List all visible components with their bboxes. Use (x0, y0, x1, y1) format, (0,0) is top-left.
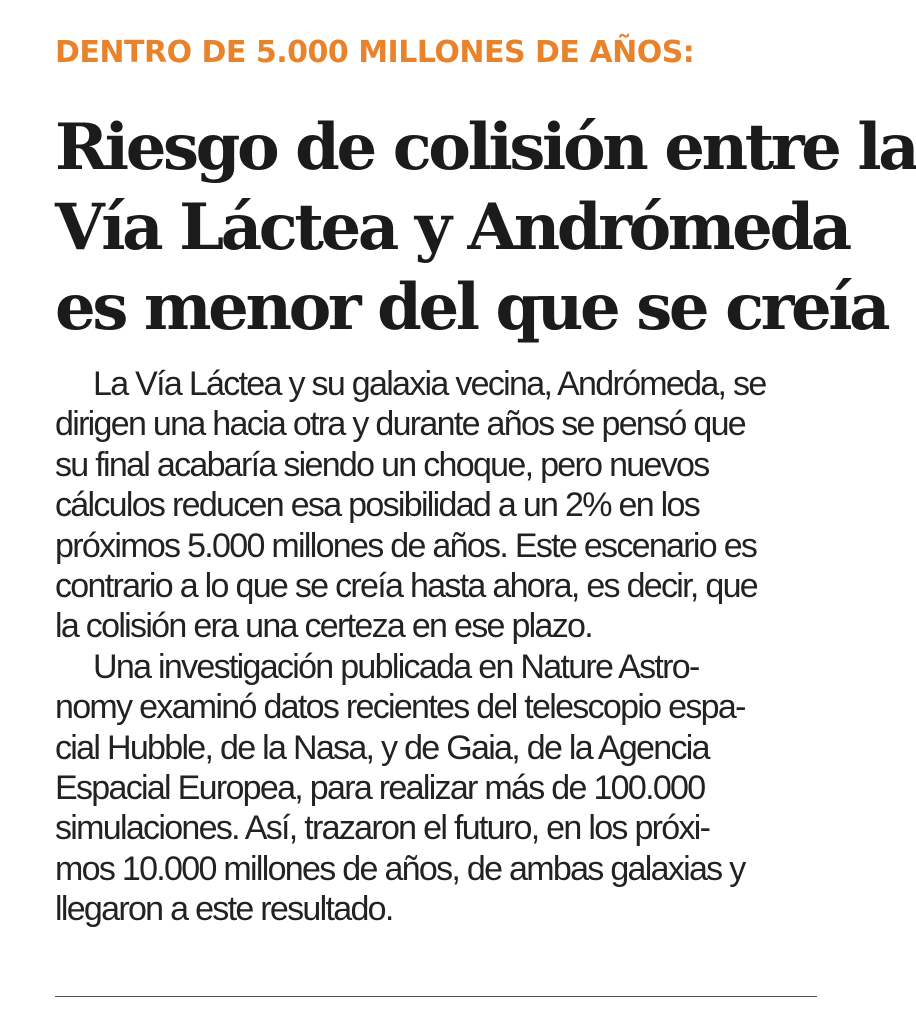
body-line: simulaciones. Así, trazaron el futuro, en los próxi- (55, 809, 710, 848)
headline-line: Riesgo de colisión entre la (55, 110, 916, 185)
body-line: La Vía Láctea y su galaxia vecina, Andrómeda, se (93, 365, 766, 403)
body-line: Una investigación publicada en Nature Astro- (93, 647, 699, 686)
body-line: Espacial Europea, para realizar más de 100.000 (55, 769, 705, 808)
body-line: cial Hubble, de la Nasa, y de Gaia, de la Agencia (55, 728, 709, 767)
headline-line: Vía Láctea y Andrómeda (55, 190, 849, 265)
bottom-divider (55, 996, 817, 997)
article-body (55, 364, 823, 930)
body-line: contrario a lo que se creía hasta ahora, es decir, que (55, 567, 758, 606)
body-line: su final acabaría siendo un choque, pero nuevos (55, 445, 709, 484)
body-line: dirigen una hacia otra y durante años se pensó que (55, 405, 745, 444)
headline-line: es menor del que se creía (55, 270, 888, 345)
body-line: próximos 5.000 millones de años. Este escenario es (55, 526, 757, 565)
body-line: mos 10.000 millones de años, de ambas galaxias y (55, 849, 745, 888)
article-kicker: DENTRO DE 5.000 MILLONES DE AÑOS: (55, 35, 695, 70)
body-line: la colisión era una certeza en ese plazo. (55, 607, 593, 646)
article-headline (55, 108, 916, 348)
body-line: llegaron a este resultado. (55, 890, 393, 929)
body-line: nomy examinó datos recientes del telescopio espa- (55, 688, 745, 727)
body-line: cálculos reducen esa posibilidad a un 2% en los (55, 486, 700, 525)
